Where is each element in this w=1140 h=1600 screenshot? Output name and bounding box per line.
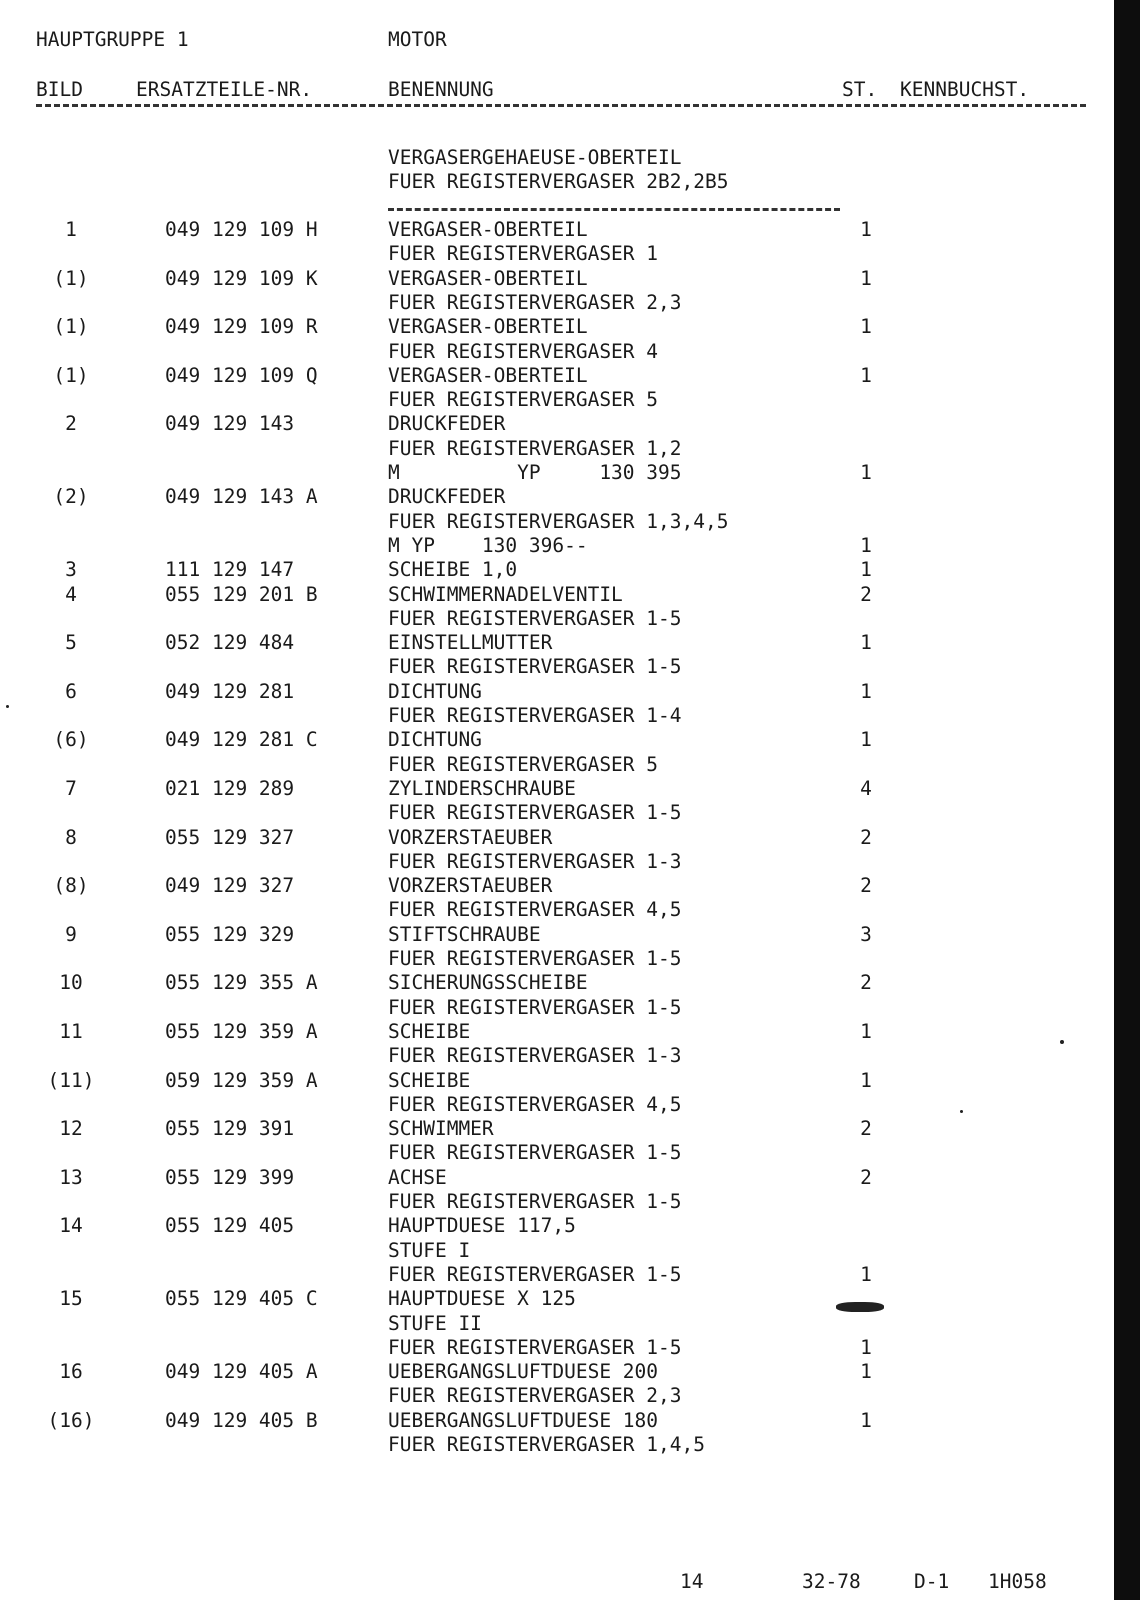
bild-number: 5 <box>65 631 77 655</box>
part-number: 049 129 327 <box>165 874 295 898</box>
part-note: FUER REGISTERVERGASER 1-5 <box>388 947 682 970</box>
part-name: SCHEIBE <box>388 1068 471 1092</box>
quantity: 2 <box>860 874 872 898</box>
bild-number: (16) <box>47 1408 95 1432</box>
quantity: 1 <box>860 1068 872 1092</box>
part-note: FUER REGISTERVERGASER 1,2 <box>388 436 682 460</box>
quantity: 1 <box>860 1360 872 1384</box>
quantity: 2 <box>860 825 872 849</box>
footer-page: 14 <box>680 1570 704 1593</box>
part-name: VERGASER-OBERTEIL <box>388 363 588 387</box>
part-name: DICHTUNG <box>388 728 482 752</box>
part-name: VERGASER-OBERTEIL <box>388 266 588 290</box>
part-note: FUER REGISTERVERGASER 1-5 <box>388 1190 682 1213</box>
part-number: 049 129 109 K <box>165 266 318 290</box>
part-number: 049 129 143 <box>165 412 295 436</box>
quantity: 2 <box>860 1165 872 1189</box>
quantity: 1 <box>860 1408 872 1432</box>
part-name: DICHTUNG <box>388 679 482 703</box>
bild-number: (6) <box>53 728 89 752</box>
quantity: 1 <box>860 363 872 387</box>
bild-number: (1) <box>53 266 89 290</box>
part-note: FUER REGISTERVERGASER 1-3 <box>388 1044 682 1068</box>
bild-number: 11 <box>59 1019 83 1043</box>
part-note: M YP 130 396-- <box>388 533 588 557</box>
part-note: FUER REGISTERVERGASER 1-3 <box>388 849 682 873</box>
part-note: FUER REGISTERVERGASER 1-5 <box>388 1141 682 1165</box>
part-number: 049 129 109 R <box>165 315 318 339</box>
scan-speck <box>6 705 9 708</box>
part-name: DRUCKFEDER <box>388 412 506 436</box>
part-note: FUER REGISTERVERGASER 1-5 <box>388 606 682 630</box>
part-number: 055 129 391 <box>165 1117 295 1141</box>
part-note: FUER REGISTERVERGASER 1-5 <box>388 1335 682 1359</box>
part-note: FUER REGISTERVERGASER 4,5 <box>388 1092 682 1116</box>
quantity: 1 <box>860 315 872 339</box>
part-note: FUER REGISTERVERGASER 1 <box>388 242 659 266</box>
col-name-header: BENENNUNG <box>388 78 494 101</box>
part-note: FUER REGISTERVERGASER 1,3,4,5 <box>388 509 729 533</box>
scan-edge-bar <box>1114 0 1140 1600</box>
part-note: FUER REGISTERVERGASER 1-5 <box>388 995 682 1019</box>
part-name: HAUPTDUESE X 125 <box>388 1287 576 1311</box>
quantity: 1 <box>860 218 872 241</box>
part-note: FUER REGISTERVERGASER 2,3 <box>388 1384 682 1408</box>
header-rule <box>36 104 1086 107</box>
bild-number: 4 <box>65 582 77 606</box>
part-name: UEBERGANGSLUFTDUESE 200 <box>388 1360 659 1384</box>
part-number: 055 129 405 <box>165 1214 295 1238</box>
part-number: 049 129 405 B <box>165 1408 318 1432</box>
part-number: 049 129 143 A <box>165 485 318 509</box>
bild-number: 16 <box>59 1360 83 1384</box>
bild-number: 12 <box>59 1117 83 1141</box>
part-note: FUER REGISTERVERGASER 1-5 <box>388 1262 682 1286</box>
part-number: 059 129 359 A <box>165 1068 318 1092</box>
bild-number: (11) <box>47 1068 95 1092</box>
part-number: 055 129 355 A <box>165 971 318 995</box>
bild-number: (1) <box>53 363 89 387</box>
quantity: 1 <box>860 631 872 655</box>
part-name: VORZERSTAEUBER <box>388 874 553 898</box>
group-label: HAUPTGRUPPE 1 <box>36 28 189 51</box>
quantity: 2 <box>860 582 872 606</box>
part-name: VERGASER-OBERTEIL <box>388 315 588 339</box>
col-qty-header: ST. <box>842 78 878 101</box>
part-name: VORZERSTAEUBER <box>388 825 553 849</box>
bild-number: 13 <box>59 1165 83 1189</box>
bild-number: (2) <box>53 485 89 509</box>
part-note: STUFE I <box>388 1238 471 1262</box>
bild-number: 7 <box>65 776 77 800</box>
section-title: VERGASERGEHAEUSE-OBERTEIL <box>388 146 682 169</box>
part-number: 055 129 327 <box>165 825 295 849</box>
part-note: FUER REGISTERVERGASER 2,3 <box>388 290 682 314</box>
part-name: ZYLINDERSCHRAUBE <box>388 776 576 800</box>
part-number: 111 129 147 <box>165 558 295 582</box>
section-rule <box>388 208 840 211</box>
part-name: DRUCKFEDER <box>388 485 506 509</box>
quantity: 1 <box>860 679 872 703</box>
part-number: 052 129 484 <box>165 631 295 655</box>
part-number: 049 129 405 A <box>165 1360 318 1384</box>
part-name: SCHEIBE 1,0 <box>388 558 518 582</box>
part-name: ACHSE <box>388 1165 447 1189</box>
part-number: 055 129 359 A <box>165 1019 318 1043</box>
quantity: 1 <box>860 1335 872 1359</box>
part-number: 055 129 399 <box>165 1165 295 1189</box>
bild-number: 3 <box>65 558 77 582</box>
part-note: FUER REGISTERVERGASER 5 <box>388 388 659 412</box>
part-number: 049 129 281 <box>165 679 295 703</box>
part-note: FUER REGISTERVERGASER 1,4,5 <box>388 1433 705 1456</box>
part-note: FUER REGISTERVERGASER 5 <box>388 752 659 776</box>
part-number: 021 129 289 <box>165 776 295 800</box>
quantity: 1 <box>860 533 872 557</box>
part-note: M YP 130 395 <box>388 461 682 484</box>
bild-number: 9 <box>65 922 77 946</box>
part-note: FUER REGISTERVERGASER 1-5 <box>388 655 682 679</box>
quantity: 3 <box>860 922 872 946</box>
part-note: FUER REGISTERVERGASER 4 <box>388 339 659 363</box>
part-name: VERGASER-OBERTEIL <box>388 218 588 241</box>
part-name: SCHWIMMERNADELVENTIL <box>388 582 623 606</box>
part-name: STIFTSCHRAUBE <box>388 922 541 946</box>
part-number: 049 129 109 H <box>165 218 318 241</box>
scan-speck <box>960 1110 963 1113</box>
col-code-header: KENNBUCHST. <box>900 78 1030 101</box>
part-name: SCHEIBE <box>388 1019 471 1043</box>
quantity: 2 <box>860 971 872 995</box>
quantity: 4 <box>860 776 872 800</box>
quantity: 1 <box>860 1019 872 1043</box>
part-name: SCHWIMMER <box>388 1117 494 1141</box>
quantity: 1 <box>860 1262 872 1286</box>
bild-number: 8 <box>65 825 77 849</box>
part-number: 055 129 201 B <box>165 582 318 606</box>
bild-number: (8) <box>53 874 89 898</box>
part-name: SICHERUNGSSCHEIBE <box>388 971 588 995</box>
bild-number: 6 <box>65 679 77 703</box>
part-note: STUFE II <box>388 1311 482 1335</box>
bild-number: 2 <box>65 412 77 436</box>
col-part-header: ERSATZTEILE-NR. <box>136 78 313 101</box>
section-subtitle: FUER REGISTERVERGASER 2B2,2B5 <box>388 170 729 193</box>
bild-number: (1) <box>53 315 89 339</box>
ink-blot <box>836 1302 884 1312</box>
quantity: 2 <box>860 1117 872 1141</box>
footer-edition: D-1 <box>914 1570 950 1593</box>
quantity: 1 <box>860 266 872 290</box>
part-name: HAUPTDUESE 117,5 <box>388 1214 576 1238</box>
quantity: 1 <box>860 728 872 752</box>
part-number: 055 129 329 <box>165 922 295 946</box>
part-note: FUER REGISTERVERGASER 1-5 <box>388 801 682 825</box>
part-number: 049 129 281 C <box>165 728 318 752</box>
footer-code: 1H058 <box>988 1570 1047 1593</box>
part-name: UEBERGANGSLUFTDUESE 180 <box>388 1408 659 1432</box>
part-note: FUER REGISTERVERGASER 1-4 <box>388 704 682 727</box>
group-name: MOTOR <box>388 28 447 51</box>
quantity: 1 <box>860 461 872 484</box>
bild-number: 1 <box>65 218 77 241</box>
bild-number: 14 <box>59 1214 83 1238</box>
part-note: FUER REGISTERVERGASER 4,5 <box>388 898 682 922</box>
scan-speck <box>1060 1040 1064 1044</box>
bild-number: 15 <box>59 1287 83 1311</box>
footer-date: 32-78 <box>802 1570 861 1593</box>
bild-number: 10 <box>59 971 83 995</box>
part-name: EINSTELLMUTTER <box>388 631 553 655</box>
part-number: 055 129 405 C <box>165 1287 318 1311</box>
col-bild-header: BILD <box>36 78 83 101</box>
part-number: 049 129 109 Q <box>165 363 318 387</box>
quantity: 1 <box>860 558 872 582</box>
